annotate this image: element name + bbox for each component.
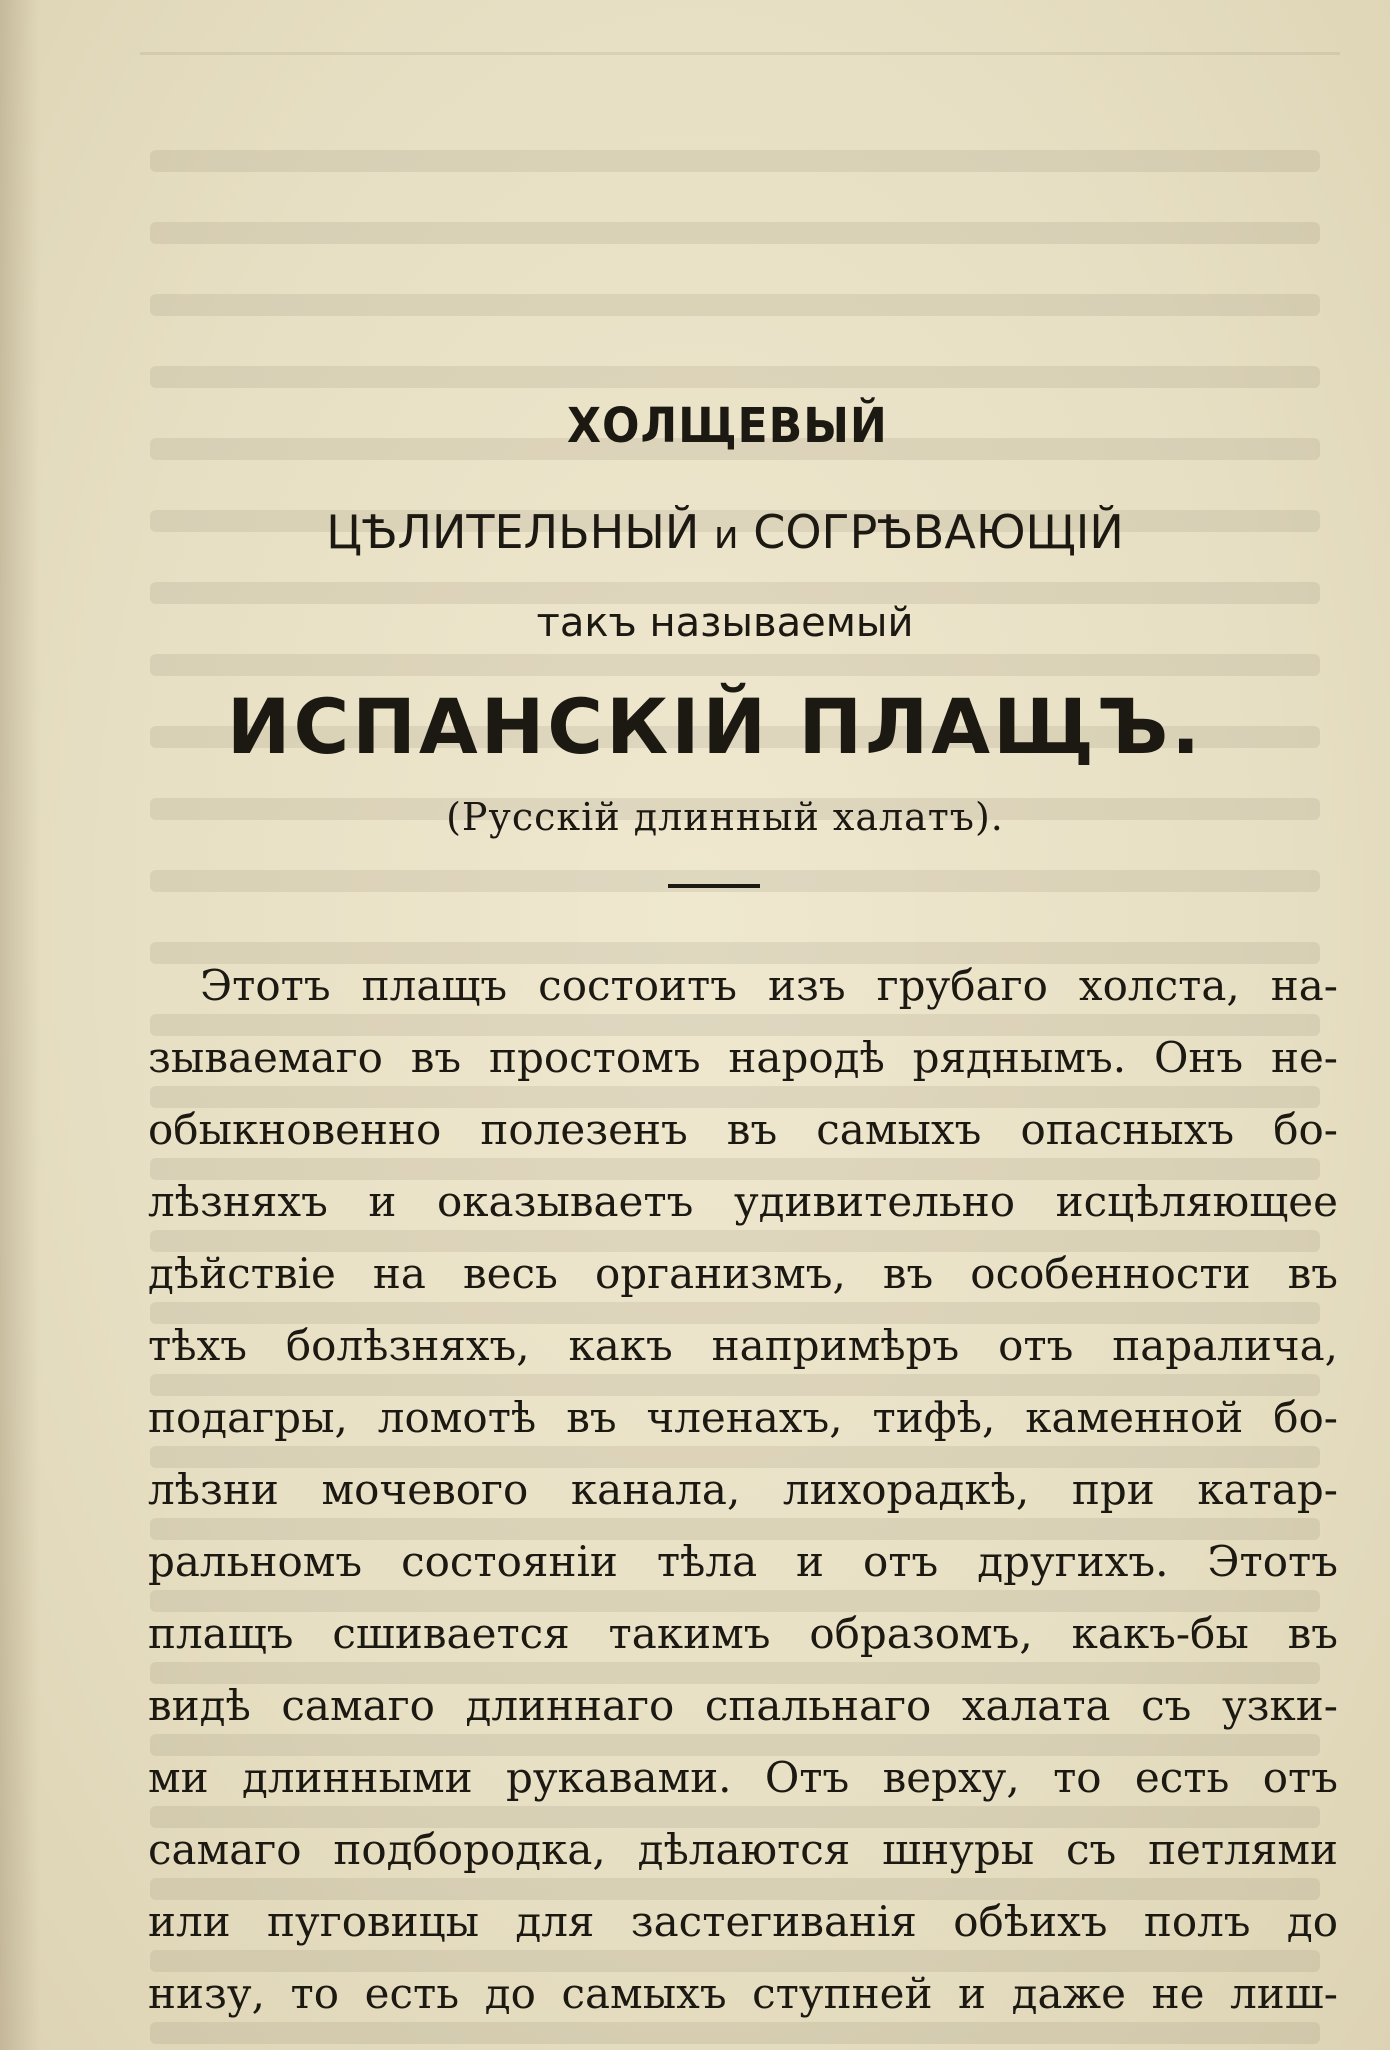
text-line: лѣзняхъ и оказываетъ удивительно исцѣляющее <box>148 1177 1338 1226</box>
text-line: тѣхъ болѣзняхъ, какъ напримѣръ отъ паралича, <box>148 1321 1338 1370</box>
text-line: низу, то есть до самыхъ ступней и даже не лиш- <box>148 1969 1338 2018</box>
title-line-3: такъ называемый <box>536 600 914 646</box>
text-line: или пуговицы для застегиванія обѣихъ полъ до <box>148 1897 1338 1946</box>
title-line-2-part-2: СОГРѢВАЮЩІЙ <box>753 505 1124 559</box>
section-divider <box>668 884 760 888</box>
title-line-2-part-1: ЦѢЛИТЕЛЬНЫЙ <box>326 505 700 559</box>
title-line-2 <box>30 505 1390 559</box>
subtitle: (Русскій длинный халатъ). <box>446 795 1004 839</box>
main-title: ИСПАНСКІЙ ПЛАЩЪ. <box>226 682 1204 771</box>
text-line: плащъ сшивается такимъ образомъ, какъ-бы въ <box>148 1609 1338 1658</box>
text-line: Этотъ плащъ состоитъ изъ грубаго холста, на- <box>200 961 1338 1010</box>
text-line: зываемаго въ простомъ народѣ ряднымъ. Онъ не- <box>148 1033 1338 1082</box>
text-line: видѣ самаго длиннаго спальнаго халата съ узки- <box>148 1681 1338 1730</box>
text-line: подагры, ломотѣ въ членахъ, тифѣ, каменной бо- <box>148 1393 1338 1442</box>
text-line: ми длинными рукавами. Отъ верху, то есть отъ <box>148 1753 1338 1802</box>
text-line: лѣзни мочевого канала, лихорадкѣ, при катар- <box>148 1465 1338 1514</box>
text-line: ральномъ состояніи тѣла и отъ другихъ. Этотъ <box>148 1537 1338 1586</box>
body-paragraph <box>148 950 1338 2030</box>
text-line: обыкновенно полезенъ въ самыхъ опасныхъ бо- <box>148 1105 1338 1154</box>
text-line: самаго подбородка, дѣлаются шнуры съ петлями <box>148 1825 1338 1874</box>
text-line: дѣйствіе на весь организмъ, въ особенности въ <box>148 1249 1338 1298</box>
title-line-2-conjunction: и <box>713 513 739 557</box>
title-line-1: ХОЛЩЕВЫЙ <box>567 398 888 454</box>
